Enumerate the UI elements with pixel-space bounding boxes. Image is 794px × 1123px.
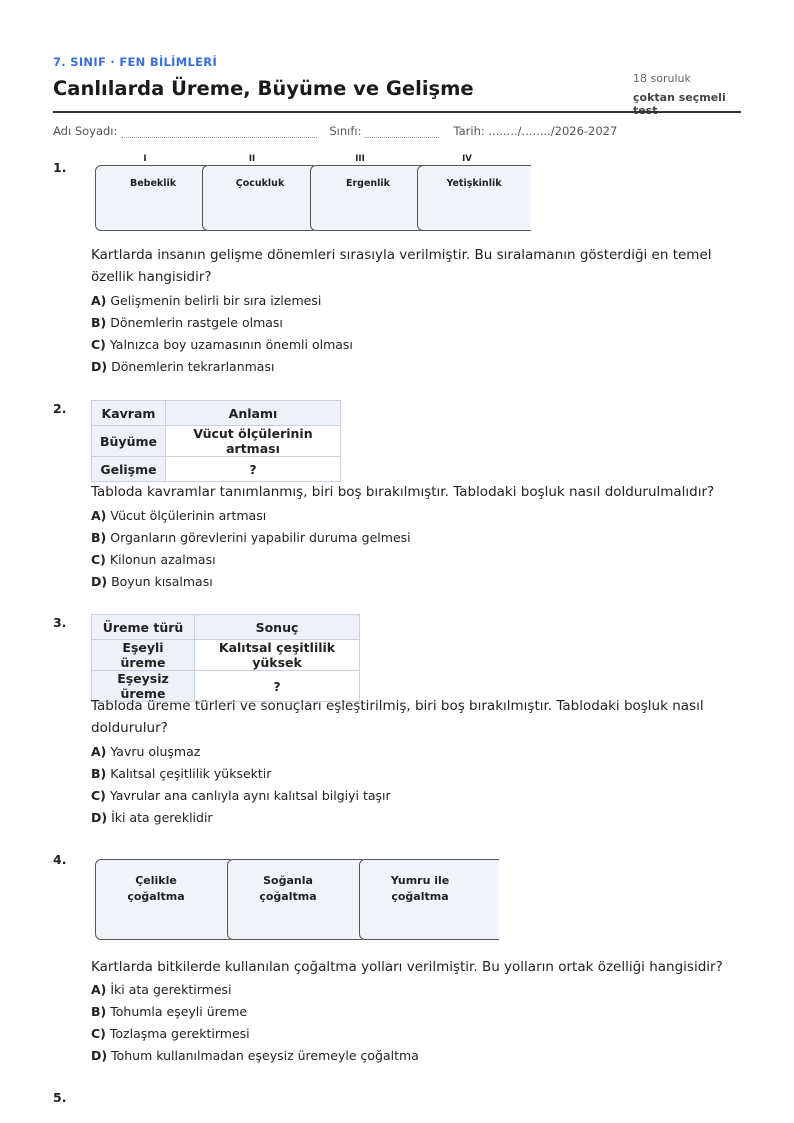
- answer-option-a[interactable]: [91, 979, 419, 1001]
- question-number: 3.: [53, 615, 67, 630]
- stage-card-label: Yetişkinlik: [446, 178, 502, 189]
- option-key: B): [91, 530, 107, 545]
- table-header: Kavram: [92, 401, 166, 426]
- table-cell: ?: [165, 457, 340, 482]
- option-key: D): [91, 359, 108, 374]
- reproduction-table: [91, 614, 360, 702]
- table-header: Sonuç: [195, 615, 360, 640]
- question-stem: Kartlarda bitkilerde kullanılan çoğaltma yolları verilmiştir. Bu yolların ortak özelliği hangisidir?: [91, 959, 723, 975]
- card-numeral: IV: [462, 154, 472, 164]
- option-text: Yavrular ana canlıyla aynı kalıtsal bilgiyi taşır: [109, 788, 391, 803]
- answer-option-a[interactable]: [91, 505, 411, 527]
- option-key: A): [91, 744, 107, 759]
- question-number: 4.: [53, 852, 67, 867]
- option-key: B): [91, 766, 107, 781]
- card-numeral: I: [143, 154, 147, 164]
- propagation-card-label: [96, 873, 216, 905]
- table-row: [92, 426, 341, 457]
- card-line: çoğaltma: [259, 890, 317, 903]
- option-text: Yavru oluşmaz: [110, 744, 201, 759]
- answer-option-d[interactable]: [91, 1045, 419, 1067]
- development-stage-cards: [95, 165, 531, 232]
- option-key: C): [91, 337, 106, 352]
- table-header-row: [92, 401, 341, 426]
- answer-option-a[interactable]: [91, 741, 391, 763]
- stage-card: [310, 165, 426, 231]
- answer-options: [91, 290, 353, 378]
- card-numeral: II: [248, 154, 256, 164]
- option-text: Yalnızca boy uzamasının önemli olması: [109, 337, 353, 352]
- card-line: çoğaltma: [127, 890, 185, 903]
- answer-option-b[interactable]: [91, 312, 353, 334]
- question-number: 2.: [53, 401, 67, 416]
- date-label: Tarih: ......../......../2026-2027: [453, 124, 618, 138]
- option-key: A): [91, 508, 107, 523]
- propagation-card-label: [360, 873, 480, 905]
- answer-options: [91, 505, 411, 593]
- table-cell: ?: [195, 671, 360, 702]
- question-number: 5.: [53, 1090, 67, 1105]
- concept-table: [91, 400, 341, 482]
- option-key: C): [91, 788, 106, 803]
- subject-label: 7. SINIF · FEN BİLİMLERİ: [53, 55, 218, 69]
- question-stem: Tabloda kavramlar tanımlanmış, biri boş bırakılmıştır. Tablodaki boşluk nasıl doldurulmalıdır?: [91, 484, 715, 500]
- option-key: C): [91, 1026, 106, 1041]
- stage-card: [202, 165, 318, 231]
- stage-card: [417, 165, 531, 231]
- propagation-card: [359, 859, 499, 940]
- option-key: D): [91, 1048, 108, 1063]
- option-key: B): [91, 315, 107, 330]
- table-cell: Eşeysiz üreme: [92, 671, 195, 702]
- stage-card-label: Çocukluk: [235, 178, 285, 189]
- table-header: Üreme türü: [92, 615, 195, 640]
- class-label: Sınıfı:: [329, 124, 362, 138]
- option-text: Tohum kullanılmadan eşeysiz üremeyle çoğaltma: [111, 1048, 419, 1063]
- question-count: 18 soruluk: [633, 72, 691, 85]
- header-divider: [53, 111, 741, 113]
- page-title: Canlılarda Üreme, Büyüme ve Gelişme: [53, 77, 474, 100]
- option-text: Tozlaşma gerektirmesi: [109, 1026, 250, 1041]
- option-text: İki ata gereklidir: [111, 810, 213, 825]
- question-number: 1.: [53, 160, 67, 175]
- option-text: Organların görevlerini yapabilir duruma gelmesi: [110, 530, 411, 545]
- test-type: çoktan seçmeli test: [633, 91, 726, 117]
- propagation-card: [227, 859, 367, 940]
- stage-card-label: Bebeklik: [129, 178, 177, 189]
- answer-options: [91, 979, 419, 1067]
- option-text: Dönemlerin rastgele olması: [110, 315, 283, 330]
- class-field[interactable]: [365, 128, 439, 138]
- option-key: D): [91, 574, 108, 589]
- stage-card: [95, 165, 211, 231]
- propagation-cards: [95, 859, 499, 941]
- name-field[interactable]: [121, 128, 317, 138]
- table-row: [92, 640, 360, 671]
- table-cell: Kalıtsal çeşitlilik yüksek: [195, 640, 360, 671]
- option-key: A): [91, 293, 107, 308]
- answer-option-c[interactable]: [91, 785, 391, 807]
- option-key: A): [91, 982, 107, 997]
- table-cell: Vücut ölçülerinin artması: [165, 426, 340, 457]
- option-text: Kilonun azalması: [109, 552, 216, 567]
- answer-options: [91, 741, 391, 829]
- answer-option-b[interactable]: [91, 527, 411, 549]
- answer-option-d[interactable]: [91, 356, 353, 378]
- table-row: [92, 457, 341, 482]
- card-line: Yumru ile: [390, 874, 450, 887]
- option-text: Boyun kısalması: [111, 574, 213, 589]
- answer-option-d[interactable]: [91, 571, 411, 593]
- answer-option-c[interactable]: [91, 1023, 419, 1045]
- stage-card-label: Ergenlik: [345, 178, 390, 189]
- propagation-card-label: [228, 873, 348, 905]
- table-cell: Büyüme: [92, 426, 166, 457]
- card-line: çoğaltma: [391, 890, 449, 903]
- option-text: Vücut ölçülerinin artması: [110, 508, 267, 523]
- table-header-row: [92, 615, 360, 640]
- option-key: C): [91, 552, 106, 567]
- propagation-card: [95, 859, 235, 940]
- answer-option-c[interactable]: [91, 334, 353, 356]
- card-line: Çelikle: [135, 874, 177, 887]
- option-text: İki ata gerektirmesi: [110, 982, 232, 997]
- option-key: D): [91, 810, 108, 825]
- answer-option-b[interactable]: [91, 763, 391, 785]
- option-text: Dönemlerin tekrarlanması: [111, 359, 275, 374]
- card-line: Soğanla: [263, 874, 313, 887]
- table-cell: Gelişme: [92, 457, 166, 482]
- table-header: Anlamı: [165, 401, 340, 426]
- answer-option-c[interactable]: [91, 549, 411, 571]
- answer-option-a[interactable]: [91, 290, 353, 312]
- answer-option-b[interactable]: [91, 1001, 419, 1023]
- option-text: Kalıtsal çeşitlilik yüksektir: [110, 766, 272, 781]
- option-text: Gelişmenin belirli bir sıra izlemesi: [110, 293, 322, 308]
- option-text: Tohumla eşeyli üreme: [110, 1004, 248, 1019]
- student-info-line: [53, 124, 617, 138]
- option-key: B): [91, 1004, 107, 1019]
- question-stem: Tabloda üreme türleri ve sonuçları eşleştirilmiş, biri boş bırakılmıştır. Tablodaki boşluk nasıl doldurulur?: [91, 698, 704, 736]
- table-cell: Eşeyli üreme: [92, 640, 195, 671]
- question-stem: Kartlarda insanın gelişme dönemleri sırasıyla verilmiştir. Bu sıralamanın gösterdiği en temel özellik hangisidir?: [91, 247, 712, 285]
- card-numeral: III: [355, 154, 365, 164]
- name-label: Adı Soyadı:: [53, 124, 118, 138]
- answer-option-d[interactable]: [91, 807, 391, 829]
